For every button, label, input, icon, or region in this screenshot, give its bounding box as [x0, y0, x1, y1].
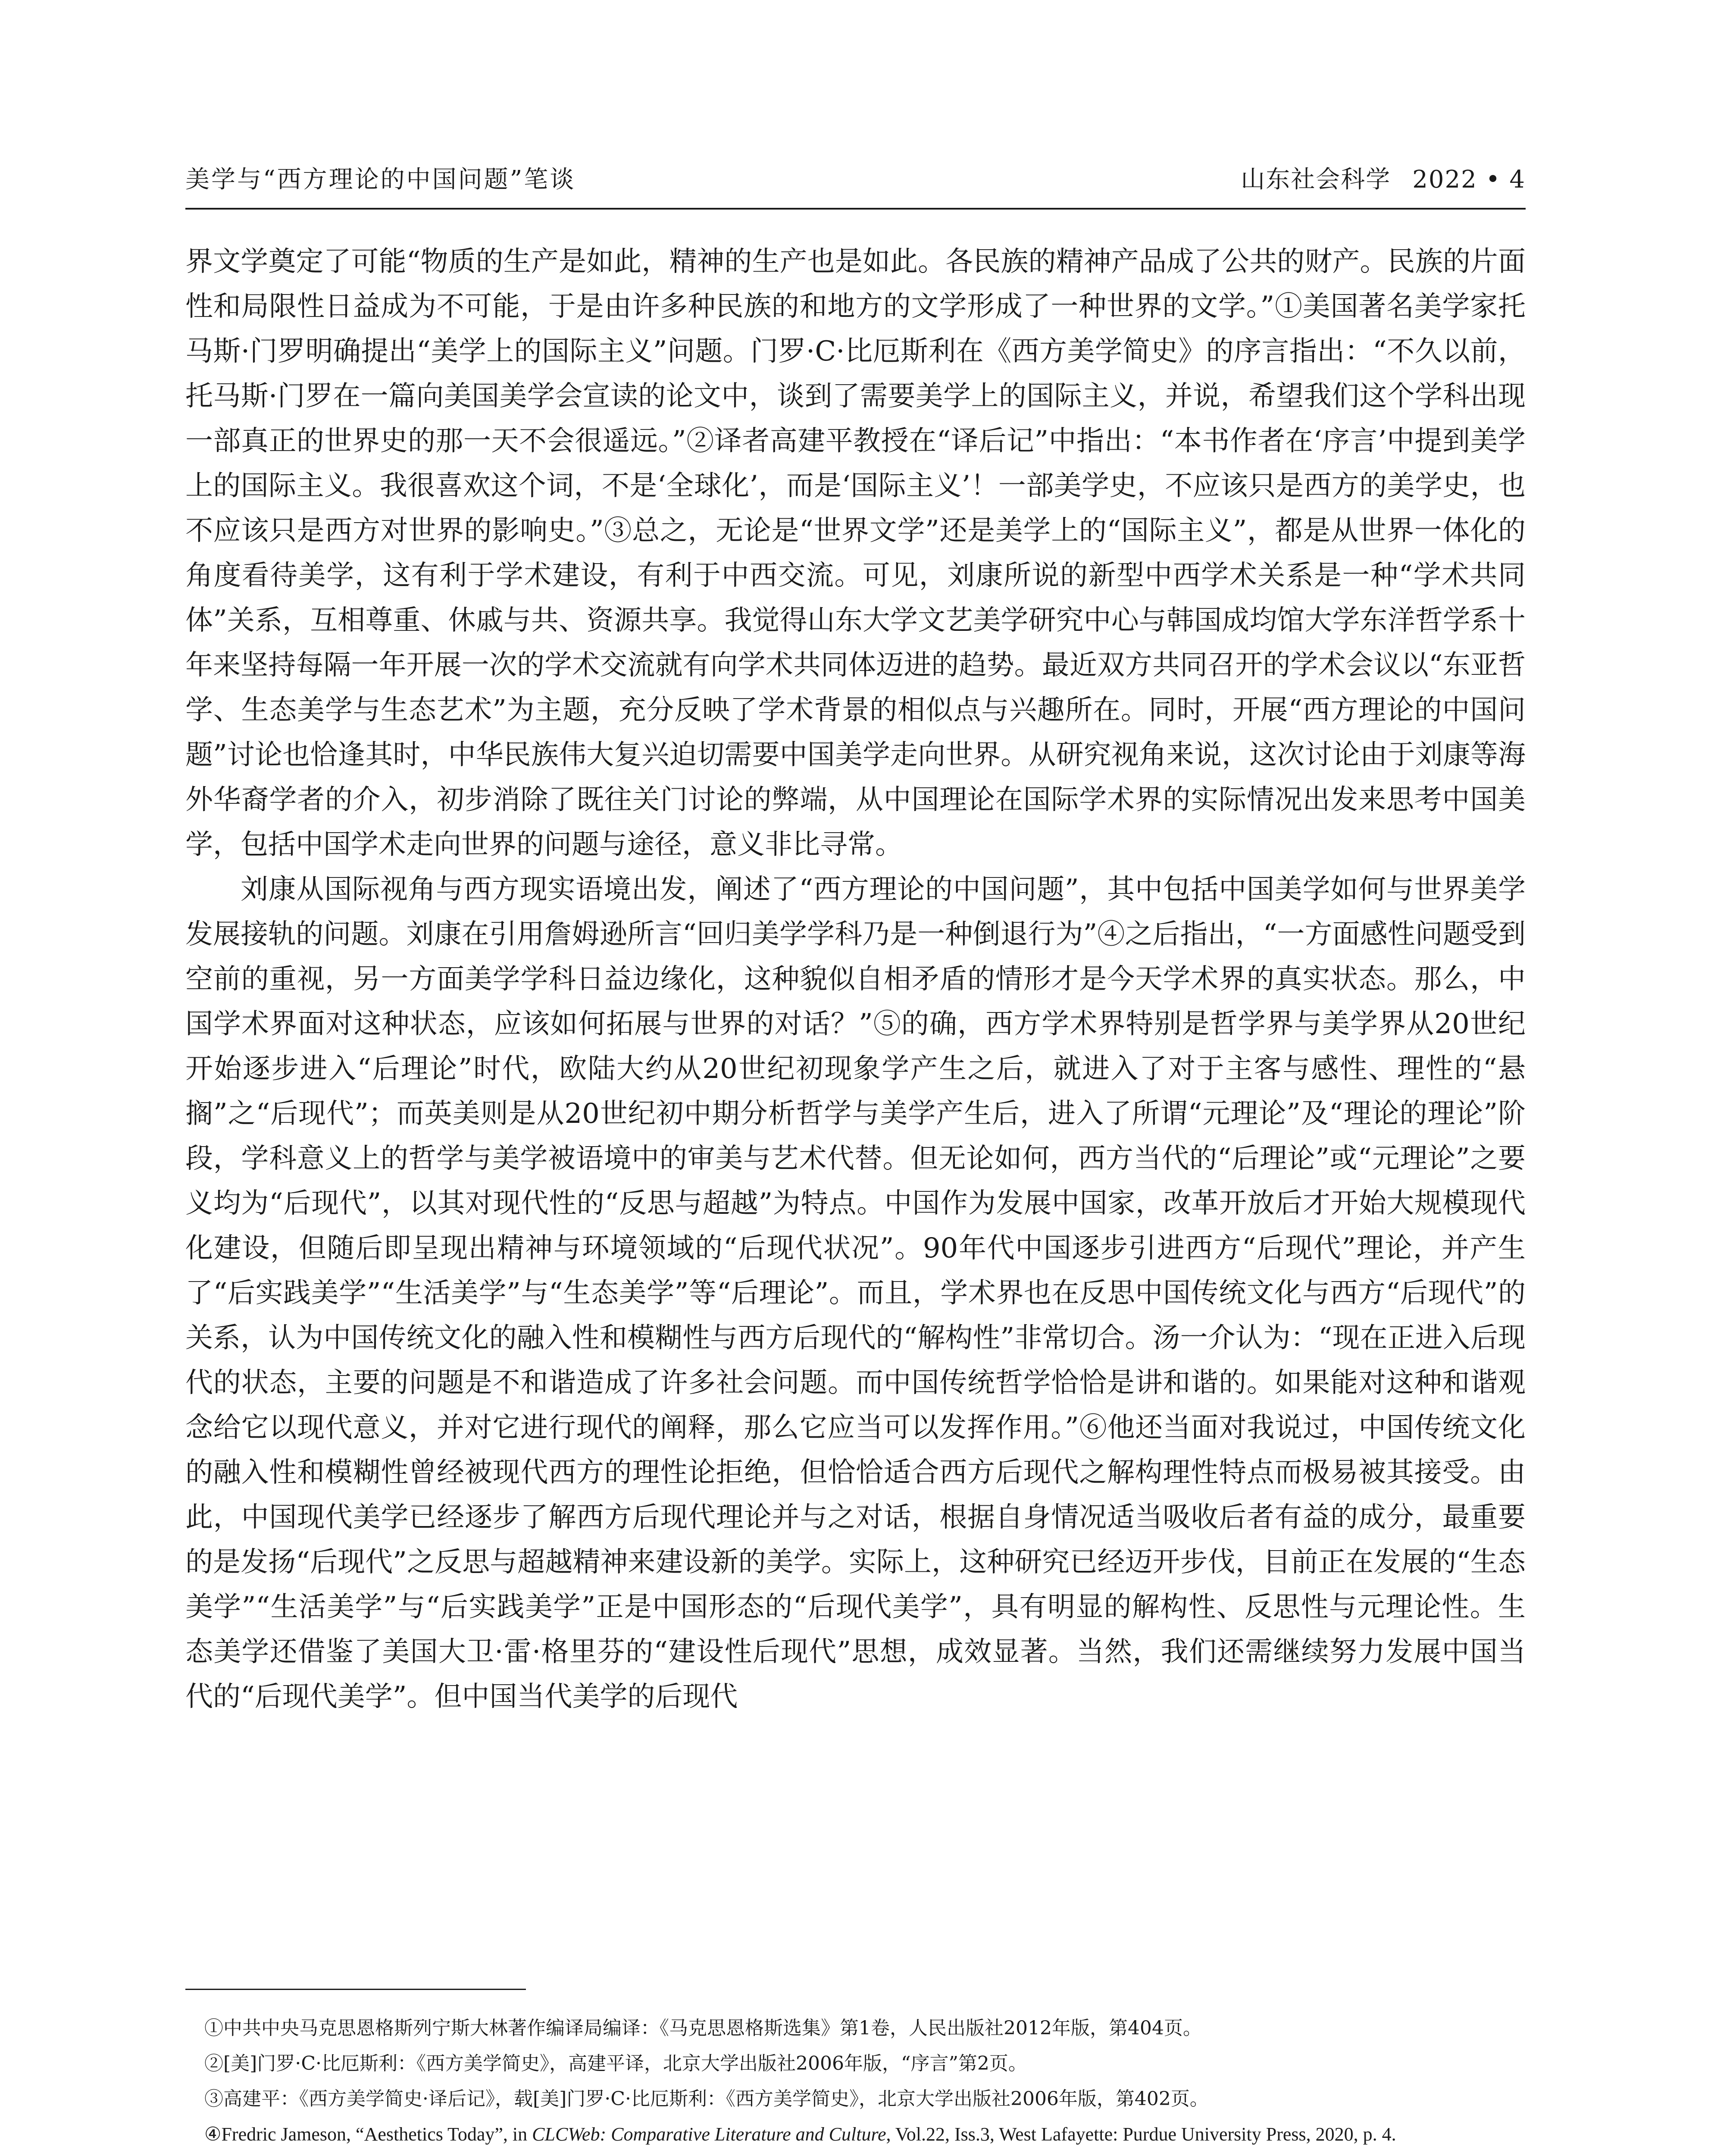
footnotes: [185, 2013, 1526, 2156]
footnote: ①中共中央马克思恩格斯列宁斯大林著作编译局编译：《马克思恩格斯选集》第1卷，人民出版社2012年版，第404页。: [204, 2017, 1202, 2039]
footnote-text: ④Fredric Jameson, “Aesthetics Today”, in: [204, 2124, 532, 2145]
journal-name: 山东社会科学: [1241, 166, 1391, 194]
running-header-journal: [1241, 160, 1526, 195]
footnote: [185, 2119, 1526, 2150]
header-divider: [185, 208, 1526, 210]
footnote-text: , Vol.22, Iss.3, West Lafayette: Purdue University Press, 2020, p. 4.: [886, 2124, 1396, 2145]
running-header-title: 美学与“西方理论的中国问题”笔谈: [185, 166, 576, 194]
footnote: [185, 2154, 1526, 2156]
footnote: ③高建平：《西方美学简史·译后记》，载[美]门罗·C·比厄斯利：《西方美学简史》，北京大学出版社2006年版，第402页。: [204, 2088, 1209, 2110]
footnote-divider: [185, 1989, 526, 1990]
article-body: [185, 239, 1526, 1719]
footnote: ②[美]门罗·C·比厄斯利：《西方美学简史》，高建平译，北京大学出版社2006年版，“序言”第2页。: [204, 2053, 1027, 2075]
footnote-journal-title: CLCWeb: Comparative Literature and Culture: [532, 2124, 886, 2145]
body-paragraph: 界文学奠定了可能“物质的生产是如此，精神的生产也是如此。各民族的精神产品成了公共的财产。民族的片面性和局限性日益成为不可能，于是由许多种民族的和地方的文学形成了一种世界的文学。”①美国著名美学家托马斯·门罗明确提出“美学上的国际主义”问题。门罗·C·比厄斯利在《西方美学简史》的序言指出：“不久以前，托马斯·门罗在一篇向美国美学会宣读的论文中，谈到了需要美学上的国际主义，并说，希望我们这个学科出现一部真正的世界史的那一天不会很遥远。”②译者高建平教授在“译后记”中指出：“本书作者在‘序言’中提到美学上的国际主义。我很喜欢这个词，不是‘全球化’，而是‘国际主义’！一部美学史，不应该只是西方的美学史，也不应该只是西方对世界的影响史。”③总之，无论是“世界文学”还是美学上的“国际主义”，都是从世界一体化的角度看待美学，这有利于学术建设，有利于中西交流。可见，刘康所说的新型中西学术关系是一种“学术共同体”关系，互相尊重、休戚与共、资源共享。我觉得山东大学文艺美学研究中心与韩国成均馆大学东洋哲学系十年来坚持每隔一年开展一次的学术交流就有向学术共同体迈进的趋势。最近双方共同召开的学术会议以“东亚哲学、生态美学与生态艺术”为主题，充分反映了学术背景的相似点与兴趣所在。同时，开展“西方理论的中国问题”讨论也恰逢其时，中华民族伟大复兴迫切需要中国美学走向世界。从研究视角来说，这次讨论由于刘康等海外华裔学者的介入，初步消除了既往关门讨论的弊端，从中国理论在国际学术界的实际情况出发来思考中国美学，包括中国学术走向世界的问题与途径，意义非比寻常。: [185, 246, 1526, 861]
journal-issue: 2022 • 4: [1412, 166, 1526, 194]
body-paragraph: 刘康从国际视角与西方现实语境出发，阐述了“西方理论的中国问题”，其中包括中国美学如何与世界美学发展接轨的问题。刘康在引用詹姆逊所言“回归美学学科乃是一种倒退行为”④之后指出，“一方面感性问题受到空前的重视，另一方面美学学科日益边缘化，这种貌似自相矛盾的情形才是今天学术界的真实状态。那么，中国学术界面对这种状态，应该如何拓展与世界的对话？”⑤的确，西方学术界特别是哲学界与美学界从20世纪开始逐步进入“后理论”时代，欧陆大约从20世纪初现象学产生之后，就进入了对于主客与感性、理性的“悬搁”之“后现代”；而英美则是从20世纪初中期分析哲学与美学产生后，进入了所谓“元理论”及“理论的理论”阶段，学科意义上的哲学与美学被语境中的审美与艺术代替。但无论如何，西方当代的“后理论”或“元理论”之要义均为“后现代”，以其对现代性的“反思与超越”为特点。中国作为发展中国家，改革开放后才开始大规模现代化建设，但随后即呈现出精神与环境领域的“后现代状况”。90年代中国逐步引进西方“后现代”理论，并产生了“后实践美学”“生活美学”与“生态美学”等“后理论”。而且，学术界也在反思中国传统文化与西方“后现代”的关系，认为中国传统文化的融入性和模糊性与西方后现代的“解构性”非常切合。汤一介认为：“现在正进入后现代的状态，主要的问题是不和谐造成了许多社会问题。而中国传统哲学恰恰是讲和谐的。如果能对这种和谐观念给它以现代意义，并对它进行现代的阐释，那么它应当可以发挥作用。”⑥他还当面对我说过，中国传统文化的融入性和模糊性曾经被现代西方的理性论拒绝，但恰恰适合西方后现代之解构理性特点而极易被其接受。由此，中国现代美学已经逐步了解西方后现代理论并与之对话，根据自身情况适当吸收后者有益的成分，最重要的是发扬“后现代”之反思与超越精神来建设新的美学。实际上，这种研究已经迈开步伐，目前正在发展的“生态美学”“生活美学”与“后实践美学”正是中国形态的“后现代美学”，具有明显的解构性、反思性与元理论性。生态美学还借鉴了美国大卫·雷·格里芬的“建设性后现代”思想，成效显著。当然，我们还需继续努力发展中国当代的“后现代美学”。但中国当代美学的后现代: [185, 874, 1526, 1713]
